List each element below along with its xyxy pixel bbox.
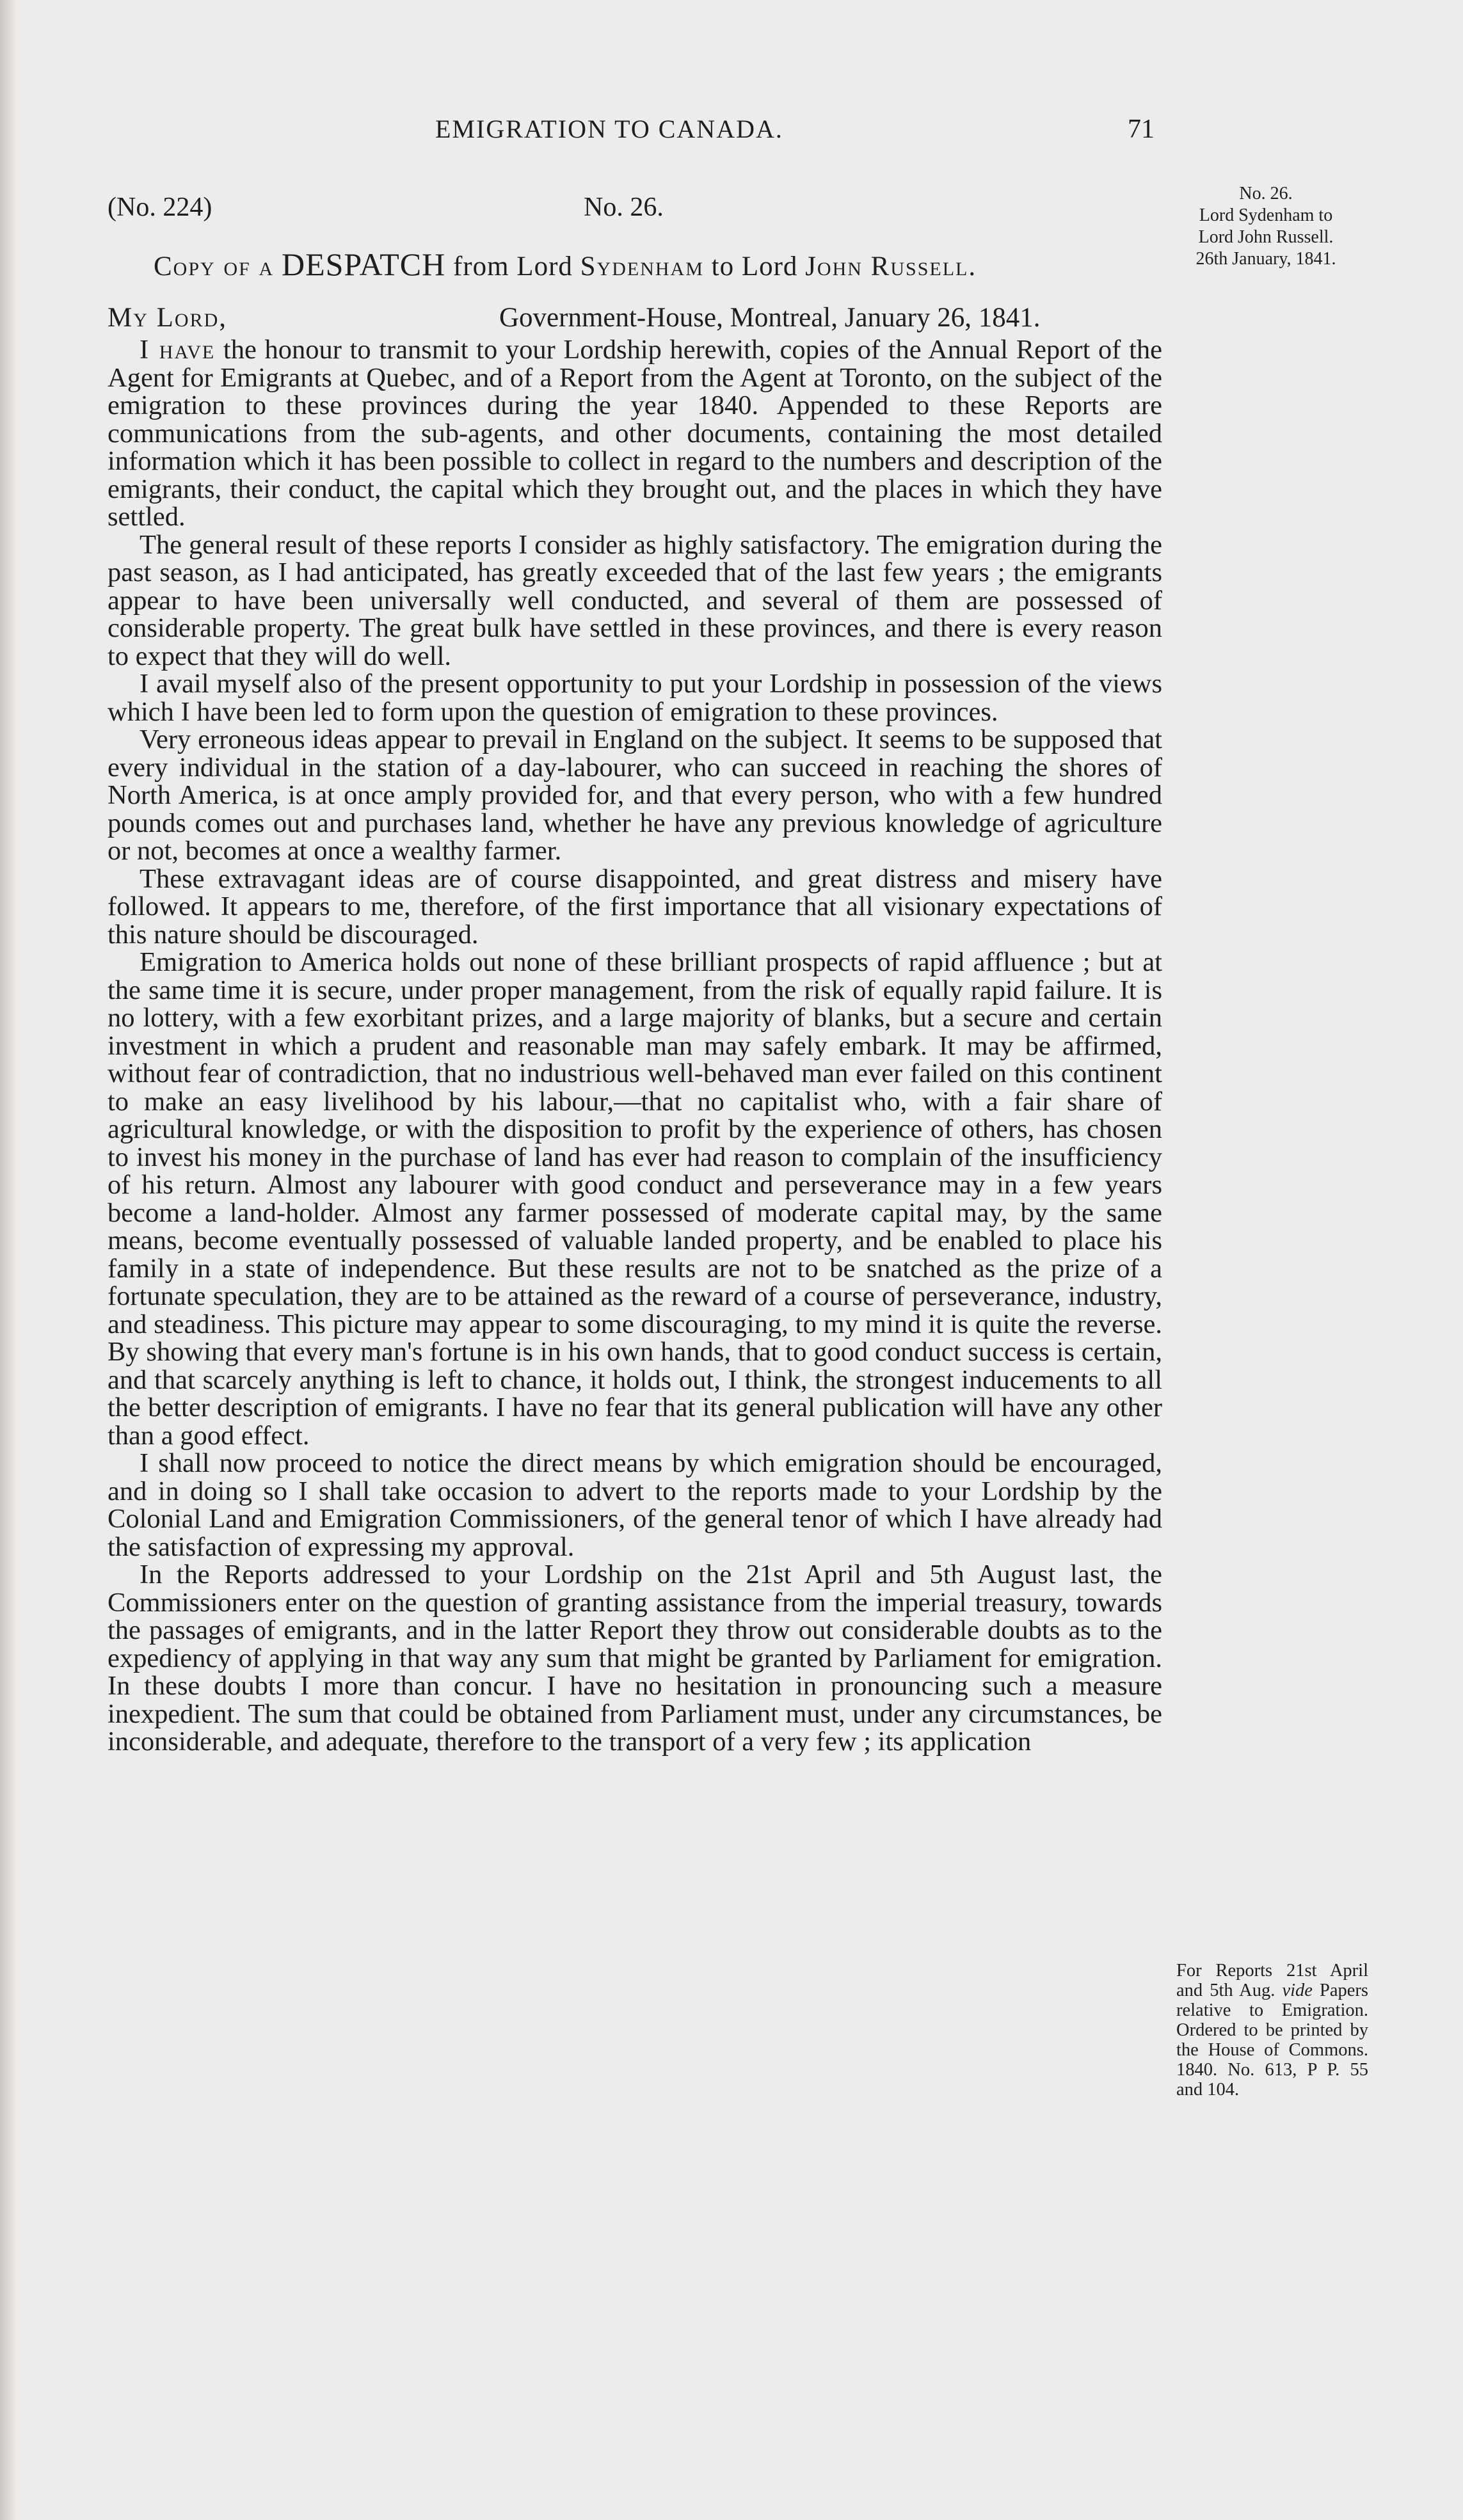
margin-note-despatch xyxy=(1171,183,1361,270)
paragraph-3: I avail myself also of the present opportunity to put your Lordship in possession of the views which I have been led to form upon the question of emigration to these provinces. xyxy=(108,669,1162,727)
heading-main: DESPATCH xyxy=(281,246,446,282)
margin-note-line: Lord Sydenham to xyxy=(1199,205,1333,225)
running-head xyxy=(0,114,1463,152)
paragraph-text: the honour to transmit to your Lordship herewith, copies of the Annual Report of the Agent for Emigrants at Quebec, and of a Report from the Agent at Toronto, on the subject of the emigration to these provinces during the year 1840. Appended to these Reports are communications from the sub-agents, and other documents, containing the most detailed information which it has been possible to collect in regard to the numbers and description of the emigrants, their conduct, the capital which they brought out, and the places in which they have settled. xyxy=(108,335,1163,532)
page-edge-shadow xyxy=(0,0,17,2520)
document-ref: (No. 224) xyxy=(108,193,212,222)
margin-note-line: No. 26. xyxy=(1239,184,1293,203)
margin-note-italic: vide xyxy=(1282,1981,1313,2000)
despatch-heading xyxy=(154,246,1101,283)
heading-sender: Sydenham xyxy=(580,251,704,282)
paragraph-1 xyxy=(108,336,1162,531)
margin-note-text: For Reports 21st April and 5th Aug. xyxy=(1176,1961,1368,2000)
paragraph-6: Emigration to America holds out none of these brilliant prospects of rapid affluence ; but at the same time it is secure, under proper management, from the risk of equally rapid failure. It is no lottery, with a few exorbitant prizes, and a large majority of blanks, but a secure and certain investment in which a prudent and reasonable man may safely embark. It may be affirmed, without fear of contradiction, that no industrious well-behaved man ever failed on this continent to make an easy livelihood by his labour,—that no capitalist who, with a fair share of agricultural knowledge, or with the disposition to profit by the experience of others, has chosen to invest his money in the purchase of land has ever had reason to complain of the insufficiency of his return. Almost any labourer with good conduct and perseverance may in a few years become a land-holder. Almost any farmer possessed of moderate capital may, by the same means, become eventually possessed of valuable landed property, and be enabled to place his family in a state of independence. But these results are not to be snatched as the prize of a fortunate speculation, they are to be attained as the reward of a course of perseverance, industry, and steadiness. This picture may appear to some discouraging, to my mind it is quite the reverse. By showing that every man's fortune is in his own hands, that to good conduct success is certain, and that scarcely anything is left to chance, it holds out, I think, the strongest inducements to all the better description of emigrants. I have no fear that its general publication will have any other than a good effect. xyxy=(108,947,1162,1451)
margin-note-reports xyxy=(1176,1961,1368,2100)
margin-note-line: 26th January, 1841. xyxy=(1195,249,1336,269)
margin-note-line: Lord John Russell. xyxy=(1198,227,1334,247)
heading-to: to Lord xyxy=(711,251,798,282)
page-number: 71 xyxy=(1128,115,1155,144)
margin-note-text: Papers relative to Emigration. Ordered to be printed by the House of Commons. 1840. No. 613, P P. 55 and 104. xyxy=(1176,1981,1369,2100)
despatch-body xyxy=(108,336,1162,1756)
salutation: My Lord, xyxy=(108,303,228,333)
document-number: No. 26. xyxy=(584,193,664,222)
paragraph-5: These extravagant ideas are of course disappointed, and great distress and misery have followed. It appears to me, therefore, of the first importance that all visionary expectations of this nature should be discouraged. xyxy=(108,863,1162,950)
dateline: Government-House, Montreal, January 26, 1841. xyxy=(499,303,1041,333)
paragraph-8: In the Reports addressed to your Lordship on the 21st April and 5th August last, the Commissioners enter on the question of granting assistance from the imperial treasury, towards the passages of emigrants, and in the latter Report they throw out considerable doubts as to the expediency of applying in that way any sum that might be granted by Parliament for emigration. In these doubts I more than concur. I have no hesitation in pronouncing such a measure inexpedient. The sum that could be obtained from Parliament must, under any circumstances, be inconsiderable, and adequate, therefore to the transport of a very few ; its application xyxy=(108,1559,1162,1757)
paragraph-2: The general result of these reports I consider as highly satisfactory. The emigration during the past season, as I had anticipated, has greatly exceeded that of the last few years ; the emigrants appear to have been universally well conducted, and several of them are possessed of considerable property. The great bulk have settled in these provinces, and there is every reason to expect that they will do well. xyxy=(108,529,1162,671)
running-title: EMIGRATION TO CANADA. xyxy=(435,115,783,143)
heading-from: from Lord xyxy=(452,251,573,282)
paragraph-lead: I have xyxy=(140,335,216,365)
heading-prefix: Copy of a xyxy=(154,251,275,282)
heading-recipient: John Russell. xyxy=(805,251,977,282)
paragraph-7: I shall now proceed to notice the direct means by which emigration should be encouraged, and in doing so I shall take occasion to advert to the reports made to your Lordship by the Colonial Land and Emigration Commissioners, of the general tenor of which I have already had the satisfaction of expressing my approval. xyxy=(108,1448,1162,1562)
paragraph-4: Very erroneous ideas appear to prevail in England on the subject. It seems to be supposed that every individual in the station of a day-labourer, who can succeed in reaching the shores of North America, is at once amply provided for, and that every person, who with a few hundred pounds comes out and purchases land, whether he have any previous knowledge of agriculture or not, becomes at once a wealthy farmer. xyxy=(108,724,1162,866)
